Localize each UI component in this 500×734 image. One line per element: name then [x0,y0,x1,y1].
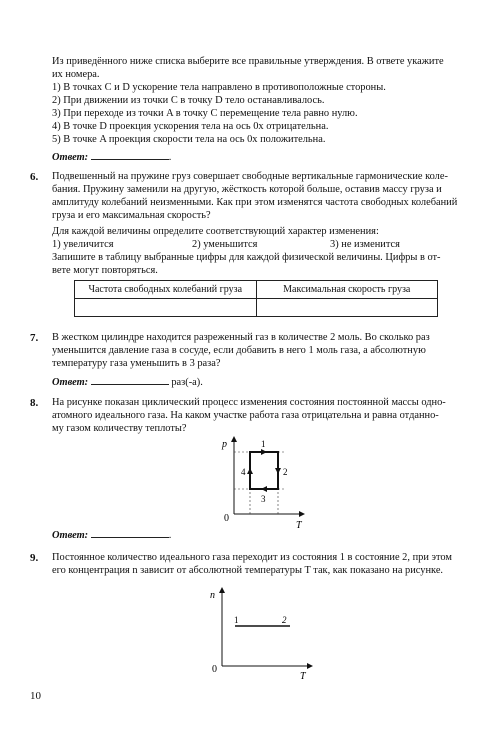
q8-x-axis-label: T [296,520,302,530]
q7-text-line-1: В жестком цилиндре находится разреженный газ в количестве 2 моль. Во сколько раз [52,332,430,343]
q6-table-header-velocity: Максимальная скорость груза [256,281,438,299]
q8-text-line-1: На рисунке показан циклический процесс изменения состояния постоянной массы одно- [52,397,446,408]
q8-segment-label-2: 2 [283,467,288,477]
q5-option-5: 5) В точке A проекция скорости тела на ось 0x положительна. [52,134,326,145]
q5-intro-line-1: Из приведённого ниже списка выберите все правильные утверждения. В ответе укажите [52,56,444,67]
q8-text-line-3: му газом количеству теплоты? [52,423,187,434]
q6-choice-3: 3) не изменится [330,239,400,250]
q7-text-line-2: уменьшится давление газа в сосуде, если добавить в него 1 моль газа, а абсолютную [52,345,426,356]
q5-answer-field[interactable] [91,150,169,160]
q6-number: 6. [30,171,39,183]
q8-cycle-rectangle [250,452,278,489]
q9-number: 9. [30,552,39,564]
q5-option-4: 4) В точке D проекция ускорения тела на ось 0x отрицательна. [52,121,329,132]
q5-intro-line-2: их номера. [52,69,100,80]
q8-segment-label-1: 1 [261,439,266,449]
page-number: 10 [30,690,41,702]
q8-pt-diagram [210,435,310,530]
q9-y-axis-label: n [210,590,215,601]
q8-answer-field[interactable] [91,528,169,538]
q8-answer-label: Ответ: [52,530,89,541]
q9-nt-diagram [200,584,320,684]
q6-answer-cell-velocity[interactable] [256,299,438,317]
q8-answer-row: Ответ: . [52,530,172,541]
q6-answer-table [74,280,438,317]
q6-table-note-2: вете могут повторяться. [52,265,158,276]
q9-x-axis-label: T [300,671,306,682]
q5-answer-row: Ответ: . [52,152,172,163]
q9-state-2-label: 2 [282,615,287,625]
q6-choice-2: 2) уменьшится [192,239,258,250]
q5-option-3: 3) При переходе из точки A в точку C перемещение тела равно нулю. [52,108,358,119]
q6-table-note-1: Запишите в таблицу выбранные цифры для каждой физической величины. Цифры в от- [52,252,441,263]
q7-number: 7. [30,332,39,344]
q5-option-1: 1) В точках C и D ускорение тела направлено в противоположные стороны. [52,82,386,93]
q6-text-line-3: амплитуду колебаний неизменными. Как при этом изменятся частота свободных колебаний [52,197,458,208]
q6-table-header-frequency: Частота свободных колебаний груза [75,281,257,299]
q8-text-line-2: атомного идеального газа. На каком участке работа газа отрицательна и равна отданно- [52,410,439,421]
q7-answer-unit: раз(-а). [171,377,203,388]
q8-origin-label: 0 [224,513,229,524]
q5-answer-label: Ответ: [52,152,89,163]
q6-text-line-2: бания. Пружину заменили на другую, жёсткость которой больше, оставив массу груза и [52,184,442,195]
q6-text-line-4: груза и его максимальная скорость? [52,210,211,221]
q6-choice-1: 1) увеличится [52,239,114,250]
q7-answer-field[interactable] [91,375,169,385]
q7-answer-row [52,375,203,389]
q9-text-line-2: его концентрация n зависит от абсолютной температуры T так, как показано на рисунке. [52,565,444,576]
q8-y-axis-label: p [222,439,227,450]
q7-text-line-3: температуру газа уменьшить в 3 раза? [52,358,221,369]
q9-state-1-label: 1 [234,615,239,625]
q6-text-line-1: Подвешенный на пружине груз совершает свободные вертикальные гармонические коле- [52,171,448,182]
q9-text-line-1: Постоянное количество идеального газа переходит из состояния 1 в состояние 2, при этом [52,552,452,563]
q9-origin-label: 0 [212,664,217,675]
q8-segment-label-4: 4 [241,467,246,477]
q5-option-2: 2) При движении из точки C в точку D тело останавливалось. [52,95,325,106]
q6-instruction: Для каждой величины определите соответствующий характер изменения: [52,226,379,237]
q8-segment-label-3: 3 [261,494,266,504]
q7-answer-label: Ответ: [52,377,89,388]
q8-number: 8. [30,397,39,409]
q6-answer-cell-frequency[interactable] [75,299,257,317]
